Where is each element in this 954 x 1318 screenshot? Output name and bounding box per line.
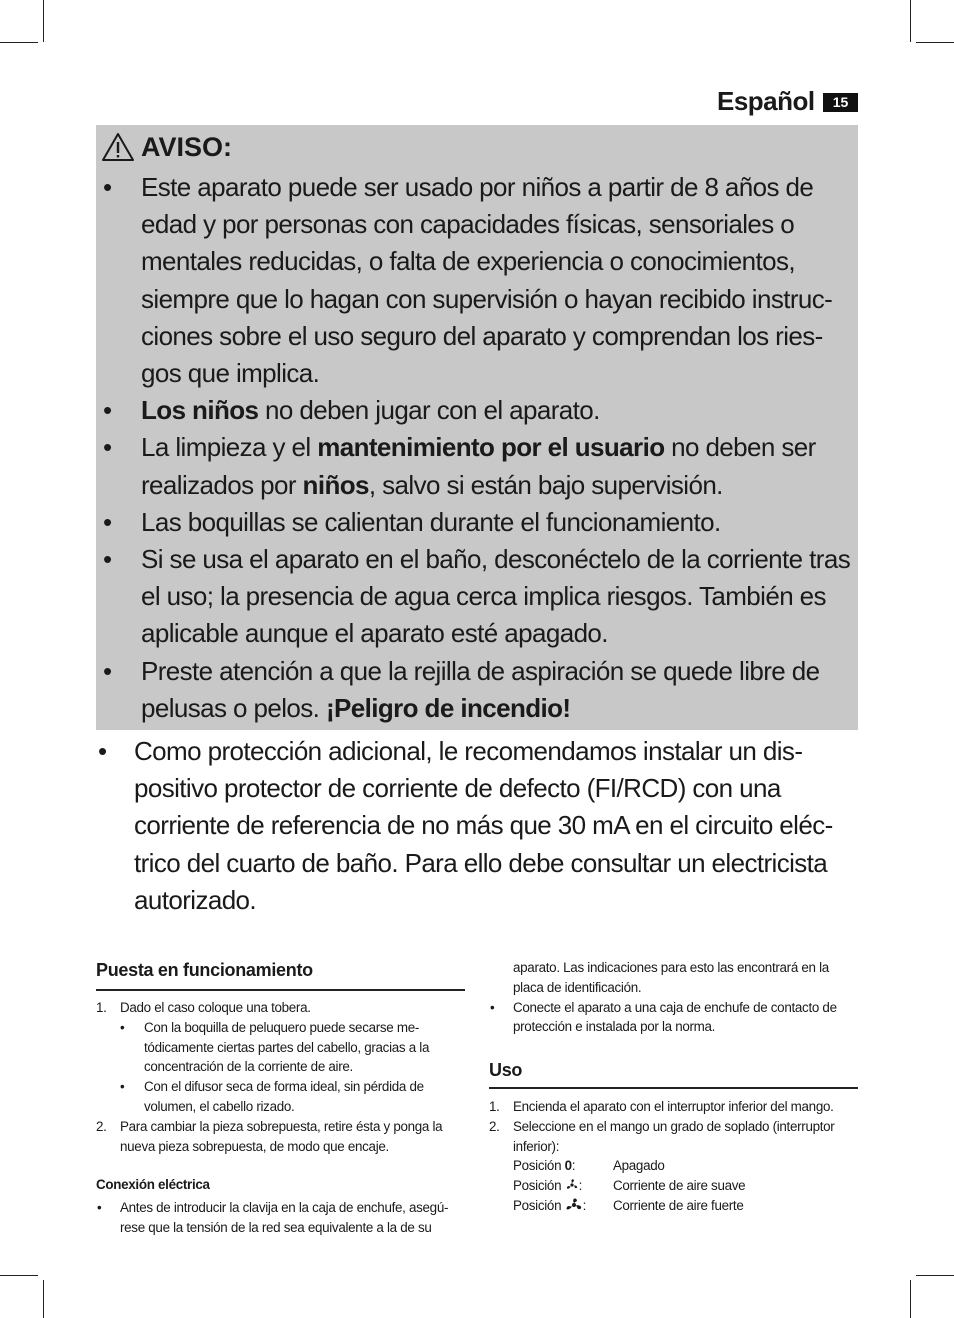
section-heading-puesta: Puesta en funcionamiento (96, 960, 313, 980)
crop-mark (910, 1280, 911, 1318)
step-number: 1. (96, 1000, 107, 1015)
warning-item (101, 653, 855, 727)
position-row (513, 1196, 861, 1216)
list-item-continuation (489, 958, 861, 998)
emphasis-text: ¡Peligro de incendio! (325, 692, 571, 723)
warning-item-text: Preste atención a que la rejilla de aspiración se quede libre de pelusas o pelos. (141, 655, 820, 723)
bullet: • (120, 1079, 125, 1095)
crop-mark (43, 1280, 44, 1318)
warning-item (101, 169, 855, 392)
crop-mark (0, 42, 38, 43)
additional-protection-list (96, 733, 858, 919)
bullet: • (103, 395, 112, 426)
sub-item (120, 1077, 468, 1117)
position-row (513, 1156, 861, 1176)
position-separator: : (571, 1158, 576, 1174)
warning-title (101, 128, 232, 166)
list-item-text: aparato. Las indicaciones para esto las encontrará en la placa de identificación. (513, 960, 829, 995)
warning-item-text: no deben jugar con el aparato. (258, 395, 600, 426)
step-text: Encienda el aparato con el interruptor inferior del mango. (513, 1099, 834, 1114)
step-subitems (96, 1018, 468, 1117)
subheading-conexion: Conexión eléctrica (96, 1177, 210, 1192)
crop-mark (0, 1275, 38, 1276)
page-number-badge: 15 (823, 93, 858, 112)
position-value: Apagado (613, 1158, 665, 1174)
position-label: Posición (513, 1178, 565, 1194)
crop-mark (43, 0, 44, 42)
crop-mark (916, 1275, 954, 1276)
bullet: • (98, 736, 107, 766)
position-row (513, 1176, 861, 1196)
step-item (489, 1097, 861, 1117)
emphasis-text: Los niños (141, 395, 259, 426)
bullet: • (103, 506, 112, 537)
position-label: Posición (513, 1197, 565, 1213)
step-number: 2. (96, 1118, 107, 1134)
step-item (96, 1117, 468, 1157)
position-separator: : (582, 1197, 587, 1213)
crop-mark (910, 0, 911, 42)
list-item-text: Conecte el aparato a una caja de enchufe de contacto de protección e instalada por la norma. (513, 999, 837, 1035)
section-rule (489, 1087, 858, 1089)
step-item (96, 998, 468, 1018)
sub-item-text: Con la boquilla de peluquero puede secarse me-tódicamente ciertas partes del cabello, gracias a la concentración de la corriente de aire. (144, 1019, 430, 1075)
conexion-list (96, 1198, 468, 1238)
step-item (489, 1117, 861, 1157)
step-number: 1. (489, 1099, 500, 1114)
warning-item-text: Si se usa el aparato en el baño, desconéctelo de la corriente tras el uso; la presencia de agua cerca implica riesgos. También es aplicable aunque el aparato esté apagado. (141, 544, 851, 649)
warning-list (101, 169, 855, 727)
warning-item (101, 429, 855, 503)
section-heading-uso: Uso (489, 1060, 523, 1080)
warning-item (101, 392, 855, 429)
list-item (96, 733, 858, 919)
warning-item-text: La limpieza y el (141, 432, 318, 463)
position-key (513, 1196, 613, 1216)
position-label: Posición (513, 1158, 565, 1174)
bullet: • (490, 999, 495, 1015)
bullet: • (103, 655, 112, 686)
fan-large-icon (565, 1198, 583, 1212)
warning-item-text: Las boquillas se calientan durante el funcionamiento. (141, 506, 721, 537)
bullet: • (97, 1200, 102, 1215)
step-number: 2. (489, 1118, 500, 1134)
list-item-text: Antes de introducir la clavija en la caja de enchufe, asegú-rese que la tensión de la red sea equivalente a la de su (120, 1200, 449, 1235)
bullet: • (103, 172, 112, 202)
sub-item (120, 1018, 468, 1077)
position-value: Corriente de aire suave (613, 1178, 746, 1194)
emphasis-text: mantenimiento por el usuario (317, 432, 665, 463)
conexion-list-continued (489, 958, 861, 1037)
warning-item-text: Este aparato puede ser usado por niños a partir de 8 años de edad y por personas con capacidades físicas, sensoriales o mentales reducidas, o falta de experiencia o conocimientos, siempre que lo hagan con supervisión o hayan recibido instruc-ciones sobre el uso seguro del aparato y comprendan los ries-gos que implica. (141, 172, 833, 389)
warning-item (101, 541, 855, 653)
bullet: • (103, 544, 112, 575)
position-key (513, 1156, 613, 1176)
list-item (96, 1198, 468, 1238)
step-text: Seleccione en el mango un grado de soplado (interruptor inferior): (513, 1118, 835, 1154)
warning-title-text: AVISO: (141, 131, 233, 162)
position-separator: : (578, 1178, 583, 1194)
position-value: Corriente de aire fuerte (613, 1197, 744, 1213)
fan-small-icon (565, 1178, 579, 1192)
crop-mark (916, 42, 954, 43)
list-item (489, 998, 861, 1038)
step-text: Dado el caso coloque una tobera. (120, 1000, 311, 1015)
position-table (489, 1156, 861, 1215)
warning-triangle-icon (101, 132, 135, 162)
puesta-steps (96, 998, 468, 1156)
sub-item-text: Con el difusor seca de forma ideal, sin pérdida de volumen, el cabello rizado. (144, 1079, 424, 1114)
language-label: Español (717, 86, 815, 116)
emphasis-text: niños (302, 469, 369, 500)
step-text: Para cambiar la pieza sobrepuesta, retire ésta y ponga la nueva pieza sobrepuesta, de modo que encaje. (120, 1118, 443, 1154)
bullet: • (103, 432, 112, 463)
warning-item (101, 504, 855, 541)
position-symbol: 0 (564, 1158, 572, 1174)
additional-protection-text: Como protección adicional, le recomendamos instalar un dis-positivo protector de corriente de defecto (FI/RCD) con una corriente de referencia de no más que 30 mA en el circuito eléc-trico del cuarto de baño. Para ello debe consultar un electricista autorizado. (134, 736, 833, 915)
warning-item-text: , salvo si están bajo supervisión. (368, 469, 723, 500)
position-key (513, 1176, 613, 1196)
section-rule (96, 989, 465, 991)
warning-item-text: no deben ser realizados por (141, 432, 816, 500)
bullet: • (120, 1019, 125, 1035)
uso-steps (489, 1097, 861, 1216)
